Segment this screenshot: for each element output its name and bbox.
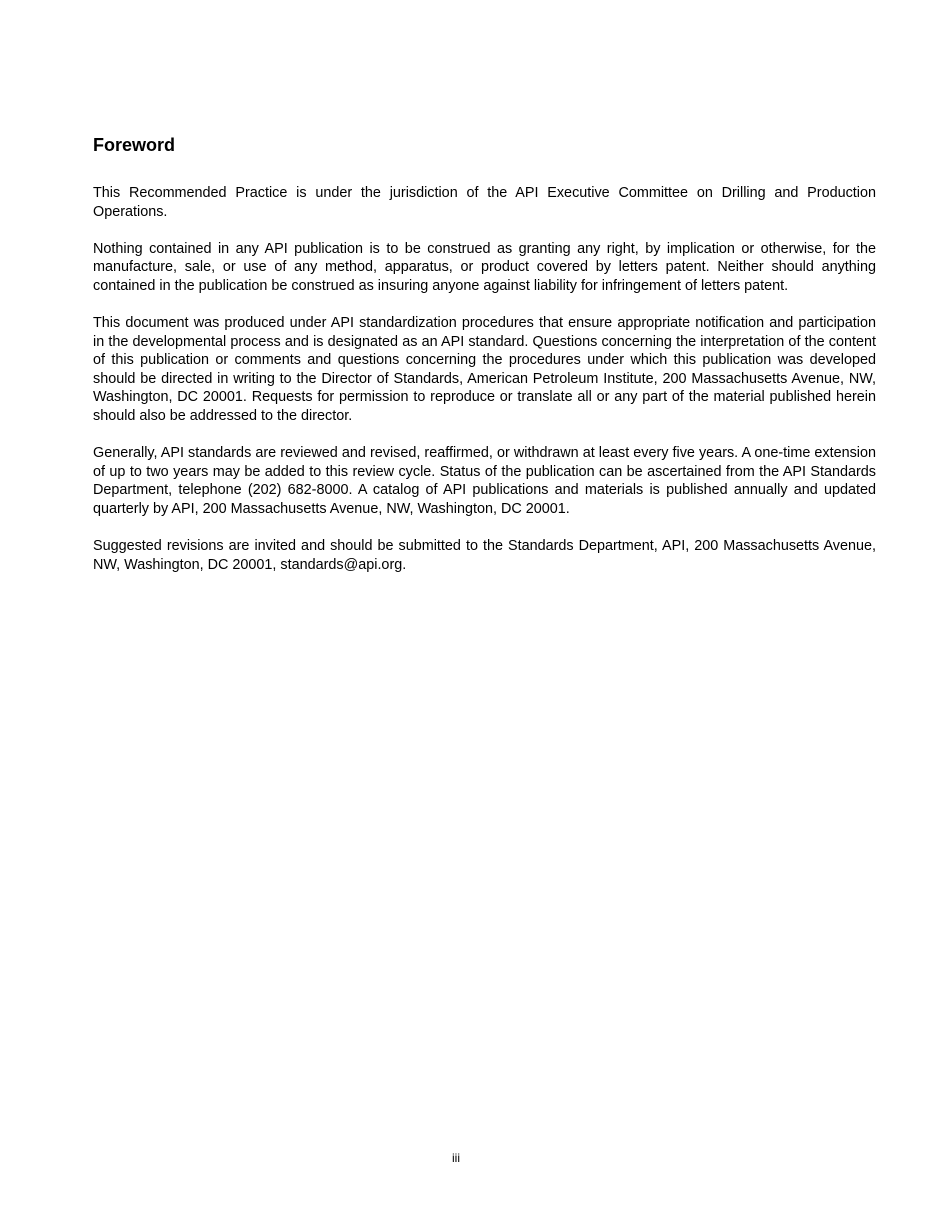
paragraph-suggested-revisions: Suggested revisions are invited and should be submitted to the Standards Department, API, 200 Massachusetts Avenue, NW, Washington, DC 20001, standards@api.org. [93, 537, 876, 573]
paragraph-review-cycle: Generally, API standards are reviewed and revised, reaffirmed, or withdrawn at least every five years. A one-time extension of up to two years may be added to this review cycle. Status of the publication can be ascertained from the API Standards Department, telephone (202) 682-8000. A catalog of API publications and materials is published annually and updated quarterly by API, 200 Massachusetts Avenue, NW, Washington, DC 20001. [93, 445, 876, 517]
section-heading: Foreword [93, 135, 176, 155]
page-number: iii [452, 1151, 460, 1165]
paragraph-jurisdiction: This Recommended Practice is under the jurisdiction of the API Executive Committee on Drilling and Production Operations. [93, 185, 876, 220]
paragraph-patent-disclaimer: Nothing contained in any API publication is to be construed as granting any right, by implication or otherwise, for the manufacture, sale, or use of any method, apparatus, or product covered by letters patent. Neither should anything contained in the publication be construed as insuring anyone against liability for infringement of letters patent. [93, 240, 876, 294]
paragraph-standardization: This document was produced under API standardization procedures that ensure appropriate notification and participation in the developmental process and is designated as an API standard. Questions concerning the interpretation of the content of this publication or comments and questions concerning the procedures under which this publication was developed should be directed in writing to the Director of Standards, American Petroleum Institute, 200 Massachusetts Avenue, NW, Washington, DC 20001. Requests for permission to reproduce or translate all or any part of the material published herein should also be addressed to the director. [93, 314, 876, 424]
foreword-section [93, 134, 876, 593]
